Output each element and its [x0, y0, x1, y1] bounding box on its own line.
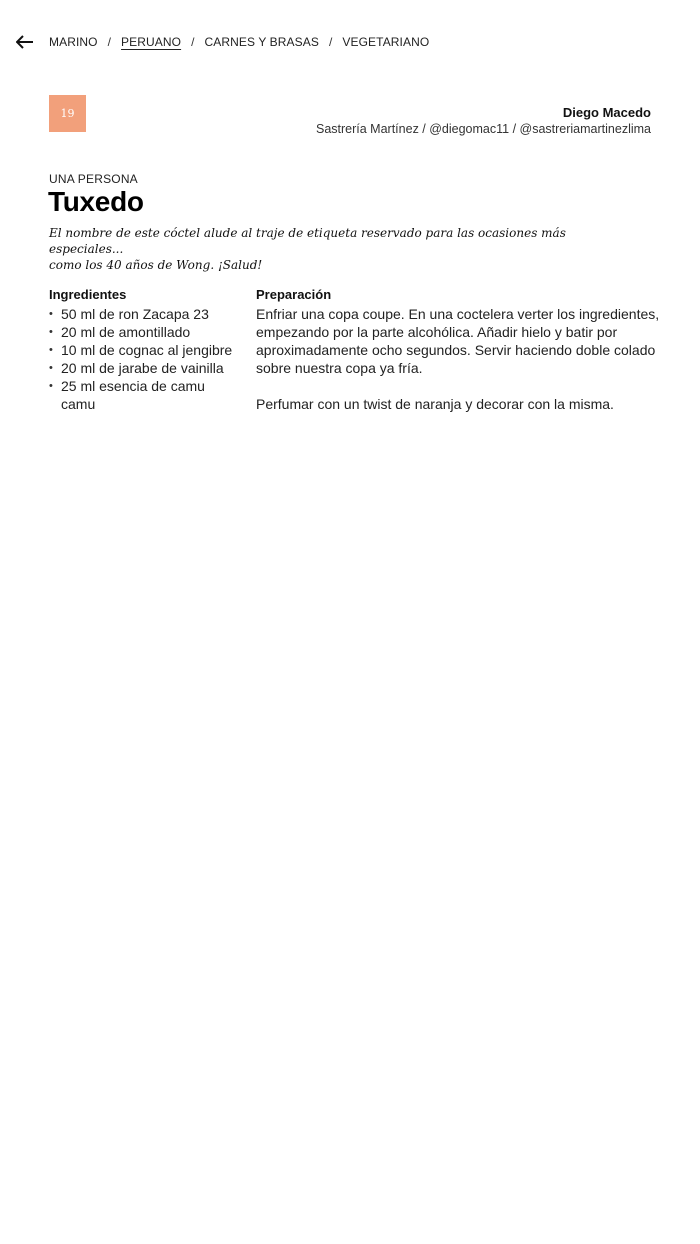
preparation-step: Enfriar una copa coupe. En una coctelera verter los ingredientes, empezando por la parte alcohólica. Añadir hielo y batir por aproximadamente ocho segundos. Servir haciendo doble colado sobre nuestra copa ya fría. — [256, 306, 660, 376]
ingredient-item: • 20 ml de amontillado — [49, 323, 239, 341]
ingredients-list — [49, 305, 239, 413]
category-peruano[interactable]: PERUANO — [121, 35, 182, 49]
category-tabs — [49, 35, 429, 49]
author-handles: Sastrería Martínez / @diegomac11 / @sastreriamartinezlima — [316, 122, 651, 136]
preparation-section — [256, 287, 666, 413]
separator: / — [328, 35, 333, 49]
category-nav — [16, 30, 680, 54]
ingredient-item: • 20 ml de jarabe de vainilla — [49, 359, 239, 377]
arrow-left-icon — [16, 35, 34, 49]
author-name: Diego Macedo — [562, 105, 651, 120]
servings-label: UNA PERSONA — [49, 172, 138, 186]
back-button[interactable] — [16, 33, 34, 51]
separator: / — [191, 35, 195, 49]
ingredients-section — [49, 287, 239, 413]
intro-line: como los 40 años de Wong. ¡Salud! — [49, 258, 263, 272]
category-carnes-y-brasas[interactable]: CARNES Y BRASAS — [204, 35, 319, 49]
preparation-title: Preparación — [256, 287, 332, 302]
recipe-intro — [49, 225, 569, 273]
category-vegetariano[interactable]: VEGETARIANO — [342, 35, 430, 49]
ingredient-item: • 25 ml esencia de camu camu — [49, 377, 239, 413]
ingredient-item: • 50 ml de ron Zacapa 23 — [49, 305, 239, 323]
separator: / — [107, 35, 112, 49]
recipe-number-badge: 19 — [49, 95, 86, 132]
intro-line: El nombre de este cóctel alude al traje de etiqueta reservado para las ocasiones más especiales... — [49, 226, 566, 256]
ingredients-title: Ingredientes — [49, 287, 127, 302]
category-marino[interactable]: MARINO — [49, 35, 98, 49]
preparation-step: Perfumar con un twist de naranja y decorar con la misma. — [256, 396, 614, 412]
ingredient-item: • 10 ml de cognac al jengibre — [49, 341, 239, 359]
author-block — [316, 104, 651, 138]
recipe-title: Tuxedo — [48, 186, 144, 217]
